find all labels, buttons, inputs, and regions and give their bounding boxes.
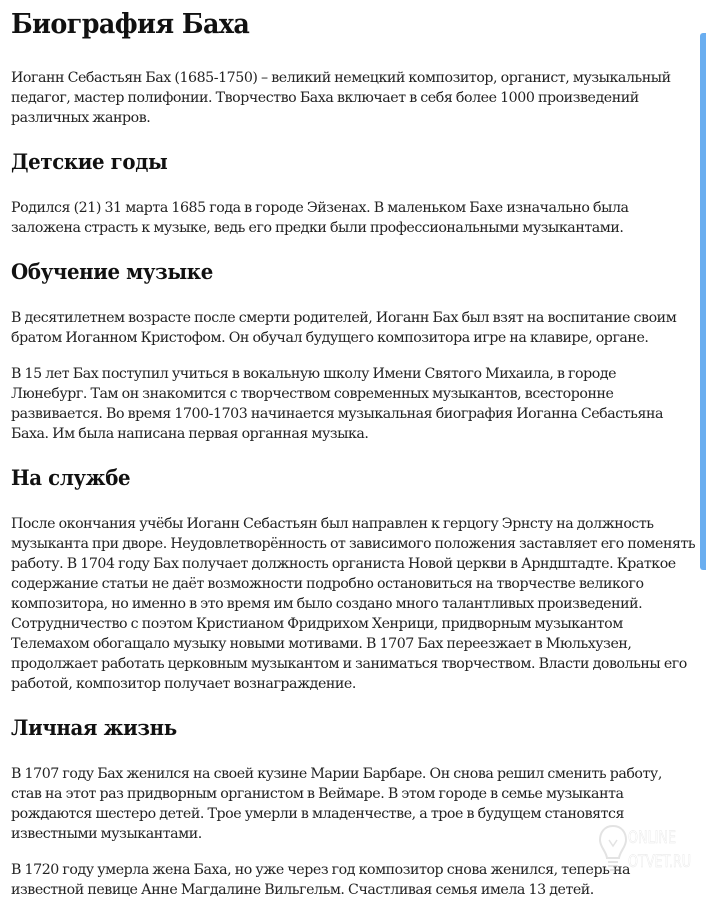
- section-heading-education: Обучение музыке: [11, 259, 213, 284]
- scrollbar[interactable]: [700, 33, 706, 570]
- text-line: работой, композитор получает вознаграждение.: [11, 676, 356, 692]
- section-heading-personal-life: Личная жизнь: [11, 715, 177, 740]
- article: [11, 0, 706, 900]
- text-line: композитора, но именно в это время им было создано много талантливых произведений.: [11, 596, 643, 612]
- text-line: различных жанров.: [11, 110, 151, 126]
- watermark-text: OTVET.RU: [628, 852, 692, 872]
- section-heading-childhood: Детские годы: [11, 149, 168, 174]
- text-line: музыканта при дворе. Неудовлетворённость от зависимого положения заставляет его поменять: [11, 536, 696, 552]
- text-line: Сотрудничество с поэтом Кристианом Фридрихом Хенрици, придворным музыкантом: [11, 616, 623, 632]
- text-line: После окончания учёбы Иоганн Себастьян был направлен к герцогу Эрнсту на должность: [11, 516, 654, 532]
- text-line: став на этот раз придворным органистом в Веймаре. В этом городе в семье музыканта: [11, 786, 624, 802]
- text-line: В 1707 году Бах женился на своей кузине Марии Барбаре. Он снова решил сменить работу,: [11, 766, 662, 782]
- text-line: Телемахом обогащало музыку новыми мотивами. В 1707 Бах переезжает в Мюльхузен,: [11, 636, 632, 652]
- watermark-text: ONLINE: [628, 828, 677, 848]
- text-line: Баха. Им была написана первая органная музыка.: [11, 426, 369, 442]
- text-line: В десятилетнем возрасте после смерти родителей, Иоганн Бах был взят на воспитание своим: [11, 310, 677, 326]
- text-line: содержание статьи не даёт возможности подробно остановиться на творчестве великого: [11, 576, 644, 592]
- text-line: В 1720 году умерла жена Баха, но уже через год композитор снова женился, теперь на: [11, 862, 630, 878]
- text-line: развивается. Во время 1700-1703 начинается музыкальная биография Иоганна Себастьяна: [11, 406, 663, 422]
- text-line: братом Иоганном Кристофом. Он обучал будущего композитора игре на клавире, органе.: [11, 330, 649, 346]
- text-line: педагог, мастер полифонии. Творчество Баха включает в себя более 1000 произведений: [11, 90, 639, 106]
- paragraph: [11, 764, 706, 844]
- text-line: продолжает работать церковным музыкантом и заниматься творчеством. Власти довольны его: [11, 656, 687, 672]
- paragraph: [11, 860, 706, 900]
- intro-paragraph: [11, 68, 706, 128]
- paragraph: [11, 364, 706, 444]
- text-line: Иоганн Себастьян Бах (1685-1750) – великий немецкий композитор, органист, музыкальный: [11, 70, 671, 86]
- section-heading-service: На службе: [11, 465, 131, 490]
- text-line: известной певице Анне Магдалине Вильгельм. Счастливая семья имела 13 детей.: [11, 882, 594, 898]
- text-line: Родился (21) 31 марта 1685 года в городе Эйзенах. В маленьком Бахе изначально была: [11, 200, 629, 216]
- text-line: заложена страсть к музыке, ведь его предки были профессиональными музыкантами.: [11, 220, 624, 236]
- text-line: рождаются шестеро детей. Трое умерли в младенчестве, а трое в будущем становятся: [11, 806, 625, 822]
- paragraph: [11, 198, 706, 238]
- page-title: Биография Баха: [11, 9, 250, 40]
- text-line: Люнебург. Там он знакомится с творчеством современных музыкантов, всесторонне: [11, 386, 614, 402]
- paragraph: [11, 514, 706, 694]
- paragraph: [11, 308, 706, 348]
- text-line: В 15 лет Бах поступил учиться в вокальную школу Имени Святого Михаила, в городе: [11, 366, 617, 382]
- text-line: работу. В 1704 году Бах получает должность органиста Новой церкви в Арндштадте. Краткое: [11, 556, 676, 572]
- text-line: известными музыкантами.: [11, 826, 202, 842]
